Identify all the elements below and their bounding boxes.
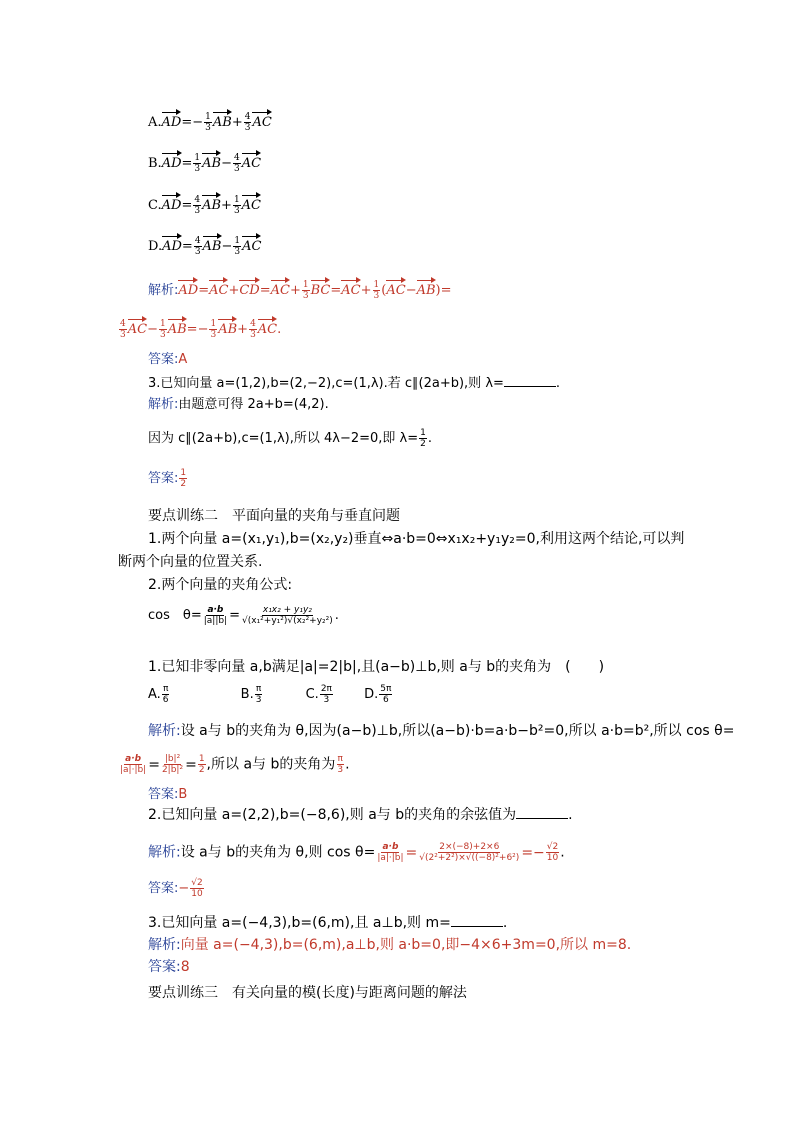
fraction bbox=[244, 112, 252, 133]
answer-fraction bbox=[179, 468, 187, 489]
denominator: 3 bbox=[194, 247, 201, 257]
answer-blank bbox=[504, 374, 556, 387]
solution-line-1 bbox=[148, 278, 452, 301]
option-c: C. $\frac{2\pi}{3}$ bbox=[305, 684, 332, 705]
fraction bbox=[233, 236, 241, 257]
operator: + bbox=[231, 115, 243, 130]
numerator: 1 bbox=[233, 195, 240, 205]
numerator: 4 bbox=[194, 236, 201, 246]
section-2-para-1b: 断两个向量的位置关系. bbox=[118, 554, 263, 570]
vector: AD bbox=[162, 193, 182, 215]
solution-math: AD=AC+CD=AC+ $\frac{1}{3}$ BC=AC+ $\frac{1}{3}$ (AC−AB)= bbox=[178, 280, 452, 301]
solution-math: $\frac{4}{3}$ AC− $\frac{1}{3}$ AB=− $\frac{1}{3}$ AB+ $\frac{4}{3}$ AC. bbox=[120, 319, 282, 340]
answer-value: 8 bbox=[180, 959, 190, 975]
vector: AB bbox=[202, 193, 221, 215]
solution-label: 解析: bbox=[148, 283, 179, 298]
denominator: 3 bbox=[234, 247, 241, 257]
q3-solution-2: 因为 c∥(2a+b),c=(1,λ),所以 4λ−2=0,即 λ= $\frac{1}{2}$ . bbox=[148, 428, 432, 449]
fraction bbox=[233, 153, 241, 174]
numerator: 4 bbox=[234, 153, 240, 163]
s2-q1-answer bbox=[148, 786, 187, 804]
section-2-para-2: 2.两个向量的夹角公式: bbox=[148, 577, 293, 593]
answer-label: 答案: bbox=[148, 959, 181, 975]
operator: = bbox=[181, 156, 193, 171]
s2-question-2: 2.已知向量 a=(2,2),b=(−8,6),则 a与 b的夹角的余弦值为 . bbox=[148, 807, 573, 823]
section-3-title: 要点训练三 有关向量的模(长度)与距离问题的解法 bbox=[148, 985, 467, 1001]
option-b: B. $\frac{\pi}{3}$ bbox=[240, 684, 262, 705]
solution-text: 设 a与 b的夹角为 θ,因为(a−b)⊥b,所以(a−b)·b=a·b−b²=0,所以 a·b=b²,所以 cos θ= bbox=[180, 723, 735, 739]
vector: AB bbox=[203, 234, 222, 256]
s2-q1-solution-2: $\frac{a\cdot b}{|a|\cdot|b|}$ = $\frac{\text{|b|²}}{\text{2|b|²}}$ = $\frac{1}{2}$ ,所以 a与 b的夹角为 $\frac{\pi}{3}$ . bbox=[120, 754, 350, 775]
solution-text: 向量 a=(−4,3),b=(6,m),a⊥b,则 a·b=0,即−4×6+3m=0,所以 m=8. bbox=[180, 937, 632, 953]
vector: AD bbox=[162, 110, 182, 132]
solution-math: $\frac{a\cdot b}{|a|\cdot|b|}$ = $\frac{2\times(-8)+2\times 6}{\text{√(2²+2²)×√((−8)²+6²)}}$ =− $\frac{√2}{10}$ bbox=[377, 842, 559, 863]
option-d: D. $\frac{5\pi}{6}$ bbox=[364, 684, 392, 705]
s2-q2-answer bbox=[148, 878, 205, 899]
s2-q2-solution: 解析:设 a与 b的夹角为 θ,则 cos θ= $\frac{a\cdot b}{|a|\cdot|b|}$ = $\frac{2\times(-8)+2\times 6}{\text{√(2²+2²)×√((−8)²+6²)}}$ =− $\frac{√2}{10}$ . bbox=[148, 842, 565, 863]
fraction bbox=[204, 112, 212, 133]
angle-formula: cos θ= $\frac{a\cdot b}{|a||b|}$ = $\frac{\text{x₁x₂ + y₁y₂}}{\text{√(x₁²+y₁²)√(x₂²+y₂²)}}$ . bbox=[148, 605, 339, 626]
option-d bbox=[148, 234, 261, 257]
solution-text: ,所以 a与 b的夹角为 bbox=[206, 756, 336, 773]
solution-label: 解析: bbox=[148, 844, 181, 861]
vector: AC bbox=[242, 234, 261, 256]
s2-question-3: 3.已知向量 a=(−4,3),b=(6,m),且 a⊥b,则 m= . bbox=[148, 915, 508, 931]
vector: AB bbox=[213, 110, 232, 132]
section-2-title: 要点训练二 平面向量的夹角与垂直问题 bbox=[148, 508, 400, 524]
numerator: 4 bbox=[244, 112, 251, 122]
option-c bbox=[148, 193, 261, 216]
fraction bbox=[193, 153, 201, 174]
vector: AC bbox=[242, 151, 261, 173]
option-label: C. bbox=[148, 198, 162, 213]
s2-q1-options bbox=[148, 684, 393, 705]
operator: = bbox=[181, 239, 193, 254]
denominator: 2 bbox=[180, 479, 187, 489]
solution-text: 由题意可得 2a+b=(4,2). bbox=[178, 397, 329, 412]
numerator: 1 bbox=[180, 468, 187, 478]
solution-line-2 bbox=[118, 317, 281, 340]
vector: AC bbox=[252, 110, 271, 132]
fraction: $\frac{\text{x₁x₂ + y₁y₂}}{\text{√(x₁²+y₁²)√(x₂²+y₂²)}}$ bbox=[242, 605, 333, 626]
s2-question-1: 1.已知非零向量 a,b满足|a|=2|b|,且(a−b)⊥b,则 a与 b的夹角为 ( ) bbox=[148, 659, 605, 675]
solution-label: 解析: bbox=[148, 723, 181, 739]
q3-answer bbox=[148, 468, 188, 489]
option-a bbox=[148, 110, 272, 133]
solution-label: 解析: bbox=[148, 937, 181, 953]
answer-blank bbox=[516, 806, 568, 819]
question-text: 2.已知向量 a=(2,2),b=(−8,6),则 a与 b的夹角的余弦值为 bbox=[148, 807, 517, 823]
s2-q1-solution-1 bbox=[148, 722, 734, 740]
numerator: 1 bbox=[194, 153, 201, 163]
q3-solution-1 bbox=[148, 396, 329, 414]
answer-blank bbox=[451, 914, 503, 927]
answer-label: 答案: bbox=[148, 352, 179, 367]
fraction: $\frac{\pi}{3}$ bbox=[337, 754, 344, 775]
operator: = bbox=[181, 198, 193, 213]
answer-value: − $\frac{√2}{10}$ bbox=[178, 878, 203, 899]
answer-label: 答案: bbox=[148, 881, 179, 896]
option-label: B. bbox=[148, 156, 162, 171]
fraction bbox=[194, 236, 202, 257]
option-label: D. bbox=[148, 239, 163, 254]
answer-value: B bbox=[178, 787, 188, 802]
answer-value: A bbox=[178, 352, 188, 367]
denominator: 3 bbox=[194, 164, 201, 174]
fraction bbox=[419, 428, 427, 449]
formula-lhs: cos θ= bbox=[148, 608, 202, 623]
vector: AC bbox=[242, 193, 261, 215]
denominator: 3 bbox=[244, 123, 251, 133]
section-2-para-1a: 1.两个向量 a=(x₁,y₁),b=(x₂,y₂)垂直⇔a·b=0⇔x₁x₂+y₁y₂=0,利用这两个结论,可以判 bbox=[148, 531, 685, 547]
answer-label: 答案: bbox=[148, 787, 179, 802]
denominator: 2 bbox=[420, 439, 426, 449]
solution-text: 因为 c∥(2a+b),c=(1,λ),所以 4λ−2=0,即 λ= bbox=[148, 431, 419, 446]
fraction bbox=[193, 195, 201, 216]
answer-line bbox=[148, 351, 187, 369]
denominator: 3 bbox=[234, 164, 240, 174]
solution-math: $\frac{a\cdot b}{|a|\cdot|b|}$ = $\frac{\text{|b|²}}{\text{2|b|²}}$ = $\frac{1}{2}$ bbox=[120, 754, 205, 775]
vector: AB bbox=[202, 151, 221, 173]
numerator: 1 bbox=[205, 112, 211, 122]
option-b bbox=[148, 151, 261, 174]
option-label: A. bbox=[148, 115, 162, 130]
operator: =− bbox=[181, 115, 204, 130]
numerator: 4 bbox=[194, 195, 201, 205]
question-3: 3.已知向量 a=(1,2),b=(2,−2),c=(1,λ).若 c∥(2a+b),则 λ= . bbox=[148, 376, 561, 391]
s2-q3-answer bbox=[148, 958, 190, 976]
fraction: $\frac{a\cdot b}{|a||b|}$ bbox=[203, 605, 228, 626]
operator: − bbox=[221, 156, 232, 171]
denominator: 3 bbox=[205, 123, 211, 133]
fraction bbox=[233, 195, 241, 216]
numerator: 1 bbox=[234, 236, 241, 246]
solution-label: 解析: bbox=[148, 397, 179, 412]
solution-text: 设 a与 b的夹角为 θ,则 cos θ= bbox=[180, 844, 376, 861]
operator: − bbox=[221, 239, 233, 254]
numerator: 1 bbox=[420, 428, 426, 438]
vector: AD bbox=[162, 151, 182, 173]
denominator: 3 bbox=[194, 206, 201, 216]
question-text: 3.已知向量 a=(−4,3),b=(6,m),且 a⊥b,则 m= bbox=[148, 915, 451, 931]
option-a: A. $\frac{\pi}{6}$ bbox=[148, 684, 169, 705]
operator: + bbox=[221, 198, 232, 213]
answer-label: 答案: bbox=[148, 471, 179, 486]
denominator: 3 bbox=[233, 206, 240, 216]
vector: AD bbox=[162, 234, 182, 256]
s2-q3-solution bbox=[148, 936, 631, 954]
question-text: 3.已知向量 a=(1,2),b=(2,−2),c=(1,λ).若 c∥(2a+b),则 λ= bbox=[148, 376, 504, 391]
